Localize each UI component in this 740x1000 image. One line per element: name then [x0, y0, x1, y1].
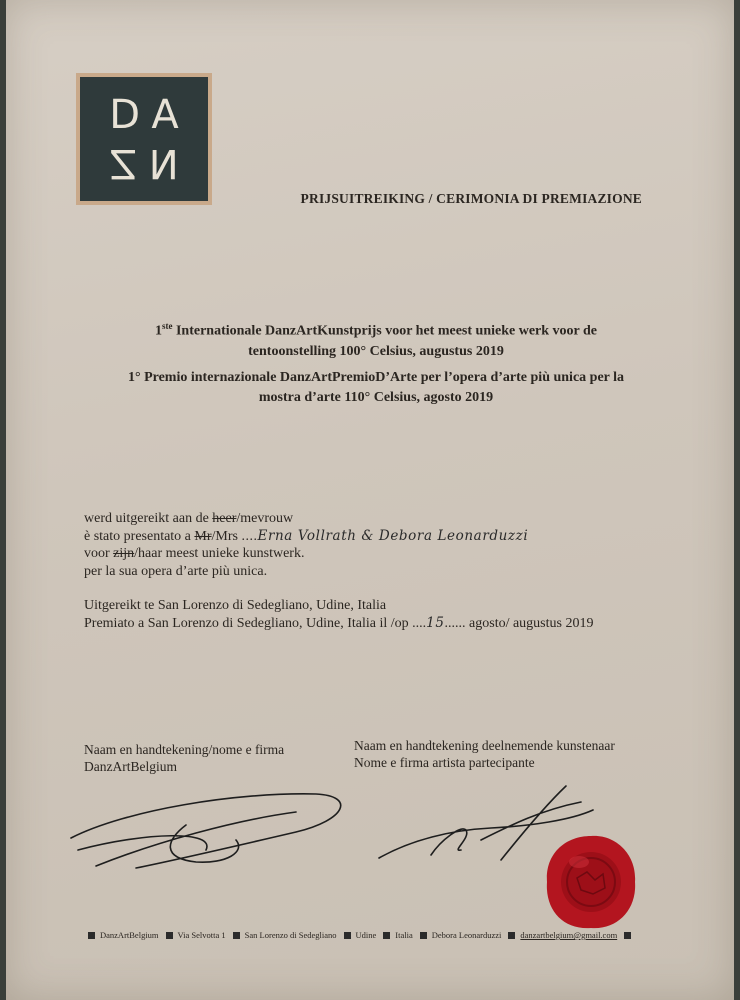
body-line3-text: voor	[84, 546, 114, 561]
award-nl-line1: Internationale DanzArtKunstprijs voor het meest unieke werk voor de	[172, 323, 597, 339]
signature-right-line2: Nome e firma artista partecipante	[354, 755, 535, 770]
signature-right-line1: Naam en handtekening deelnemende kunstenaar	[354, 738, 615, 753]
certificate-heading: PRIJSUITREIKING / CERIMONIA DI PREMIAZIONE	[300, 191, 642, 206]
signature-left-line2: DanzArtBelgium	[84, 759, 177, 774]
location-line2-text: Premiato a San Lorenzo di Sedegliano, Udine, Italia il /op ....	[84, 615, 427, 631]
organizer-signature	[66, 780, 356, 880]
body-line2-text: è stato presentato a	[84, 528, 195, 544]
body-line4: per la sua opera d’arte più unica.	[84, 563, 268, 579]
award-title-dutch	[6, 316, 740, 362]
logo-text-top: DA	[109, 92, 191, 138]
bullet-square	[508, 932, 515, 939]
footer-org: DanzArtBelgium	[100, 930, 159, 940]
struck-heer: heer	[212, 511, 237, 526]
location-line2-month: ...... agosto/ augustus 2019	[444, 615, 594, 631]
award-nl-line2: tentoonstelling 100° Celsius, augustus 2019	[248, 343, 504, 359]
bullet-square	[344, 932, 351, 939]
award-title-italian	[6, 368, 740, 408]
award-day-handwritten: 15	[426, 614, 445, 631]
award-ordinal: 1	[154, 323, 162, 339]
footer-country: Italia	[395, 930, 413, 940]
bullet-square	[233, 932, 240, 939]
footer-town: San Lorenzo di Sedegliano	[244, 930, 337, 940]
footer-email-link[interactable]: danzartbelgium@gmail.com	[520, 930, 618, 940]
bullet-square	[624, 932, 631, 939]
certificate-paper	[6, 0, 734, 1000]
bullet-square	[383, 932, 390, 939]
bullet-square	[420, 932, 427, 939]
award-it-line2: mostra d’arte 110° Celsius, agosto 2019	[258, 390, 494, 405]
recipient-name-handwritten: Erna Vollrath & Debora Leonarduzzi	[257, 527, 529, 544]
footer-street: Via Selvotta 1	[177, 930, 226, 940]
signature-label-organizer	[84, 741, 284, 775]
body-line2-mrs: /Mrs	[211, 528, 242, 544]
bullet-square	[88, 932, 95, 939]
logo-text-bottom: ZN	[109, 140, 191, 186]
struck-mr: Mr	[194, 528, 212, 544]
location-block	[84, 597, 593, 632]
location-line1: Uitgereikt te San Lorenzo di Sedegliano, Udine, Italia	[84, 598, 387, 613]
award-it-line1: 1° Premio internazionale DanzArtPremioD’Arte per l’opera d’arte più unica per la	[127, 370, 625, 385]
footer-contact-bar	[84, 930, 654, 940]
dotted-leader: ....	[241, 528, 258, 544]
footer-province: Udine	[355, 930, 377, 940]
danzart-logo	[76, 73, 212, 205]
recipient-block	[84, 510, 528, 580]
body-line3-end: /haar meest unieke kunstwerk.	[134, 546, 305, 561]
award-ordinal-suffix: ste	[161, 321, 173, 331]
footer-contact-person: Debora Leonarduzzi	[431, 930, 502, 940]
body-line1-end: /mevrouw	[236, 511, 294, 526]
struck-zijn: zijn	[113, 546, 135, 561]
signature-label-artist	[354, 737, 615, 771]
wax-seal	[543, 832, 639, 932]
bullet-square	[166, 932, 173, 939]
body-line1-text: werd uitgereikt aan de	[84, 511, 213, 526]
signature-left-line1: Naam en handtekening/nome e firma	[84, 742, 285, 757]
